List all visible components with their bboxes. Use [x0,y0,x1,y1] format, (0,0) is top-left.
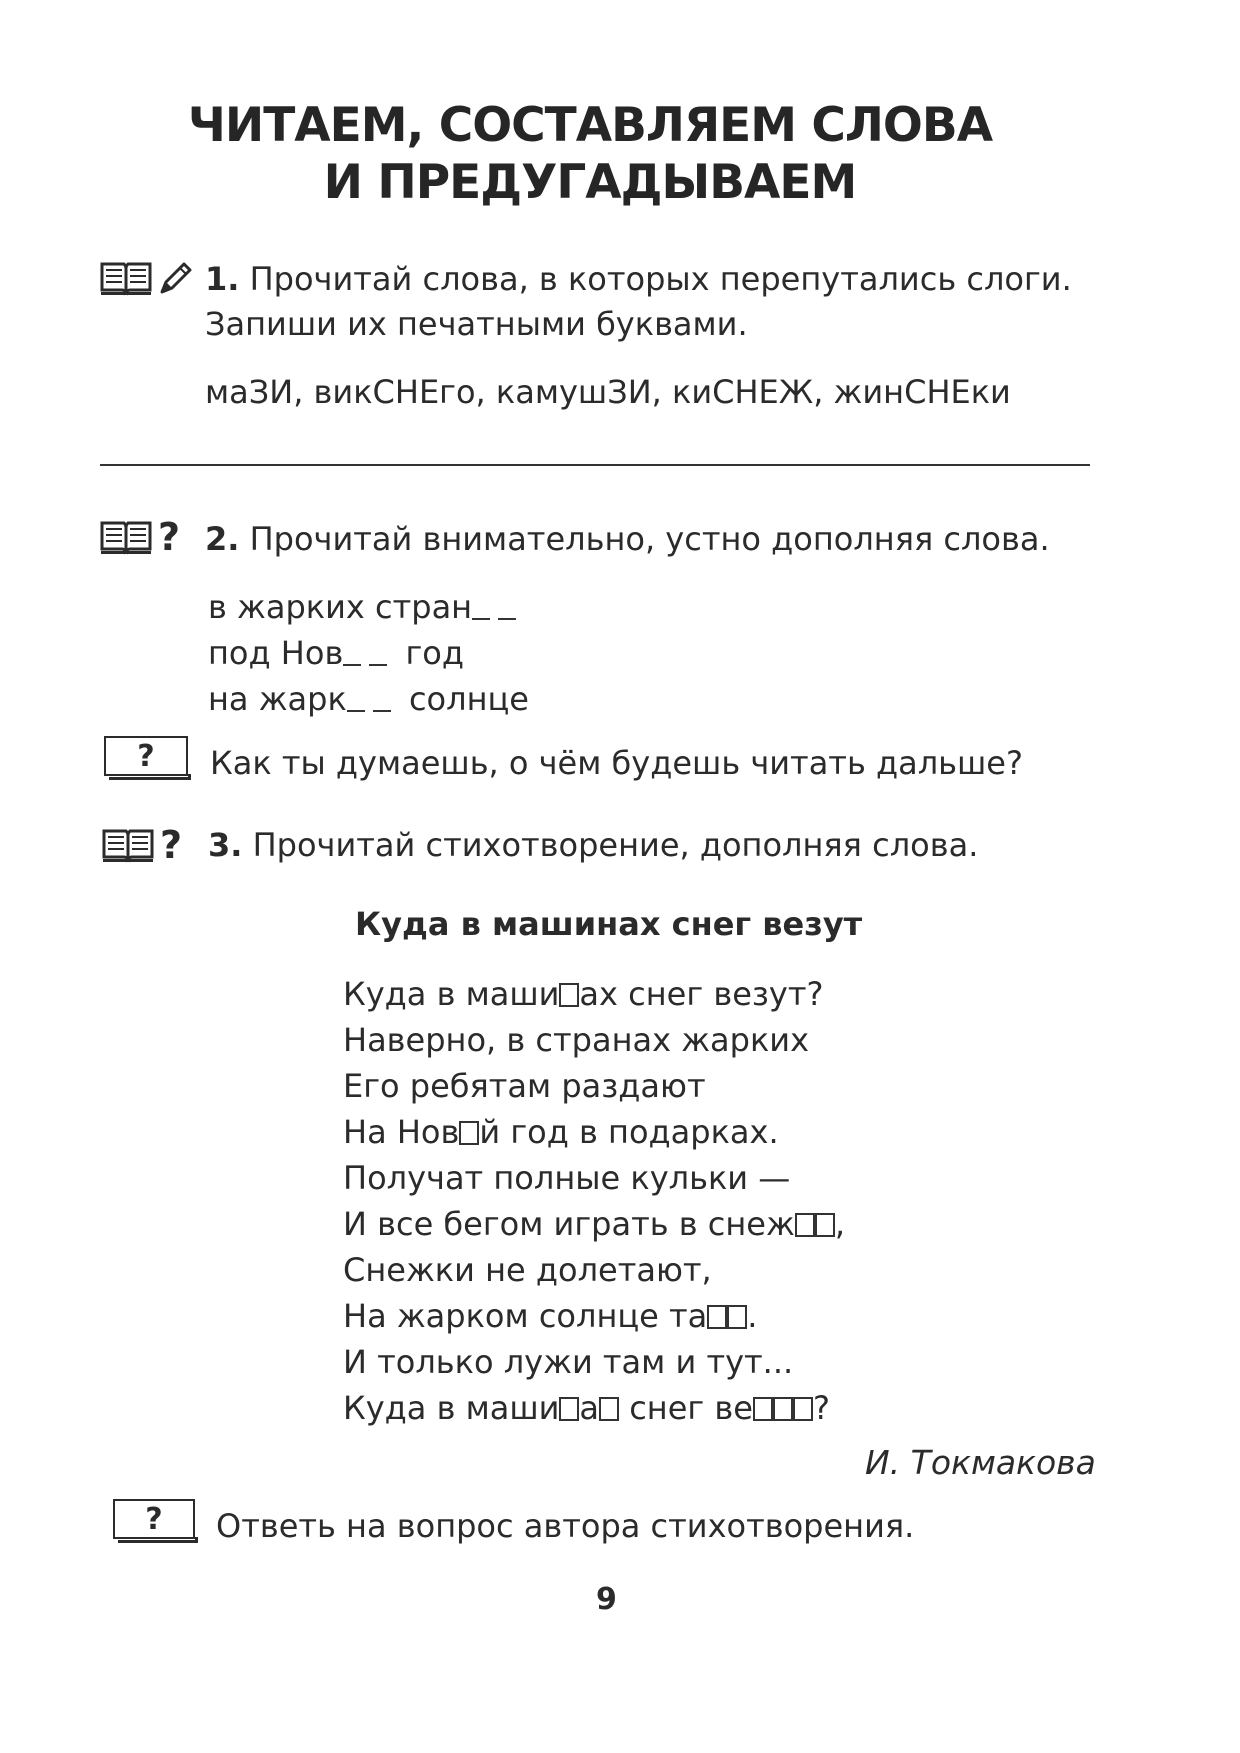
poem-line-6 [343,1205,845,1243]
page-title-line1: ЧИТАЕМ, СОСТАВЛЯЕМ СЛОВА [187,98,993,153]
task3-icons [102,823,183,867]
letter-slot[interactable] [559,983,579,1007]
poem-line-5: Получат полные кульки — [343,1159,791,1197]
poem-line-4 [343,1113,779,1151]
book-icon [100,260,152,296]
task1-text-line1: Прочитай слова, в которых перепутались слоги. [249,260,1072,298]
blank-slot[interactable] [472,594,490,620]
blank-slot[interactable] [343,640,361,666]
question-mark: ? [137,738,155,774]
task1-icons [100,260,192,296]
phrase-text: на жарк [208,680,347,718]
poem-text: . [747,1297,758,1335]
poem-line-1 [343,975,823,1013]
question-mark: ? [145,1501,163,1537]
poem-text: Куда в маши [343,975,560,1013]
poem-line-10 [343,1389,830,1427]
task3-instruction [208,826,978,864]
letter-slot[interactable] [773,1397,793,1421]
phrase-text: под Нов [208,634,344,672]
task2-number: 2. [205,520,240,558]
poem-text: ? [812,1389,830,1427]
task2-text: Прочитай внимательно, устно дополняя слова. [249,520,1050,558]
poem-text: И все бегом играть в снеж [343,1205,795,1243]
page-title-line2: И ПРЕДУГАДЫВАЕМ [323,155,857,210]
question-icon: ? [160,823,183,867]
letter-slot[interactable] [559,1397,579,1421]
poem-text: а [579,1389,600,1427]
task3-number: 3. [208,826,243,864]
poem-text: Куда в маши [343,1389,560,1427]
phrase-text: год [405,634,464,672]
poem-text: ах снег везут? [579,975,824,1013]
letter-slot[interactable] [793,1397,813,1421]
book-icon [102,827,154,863]
letter-slot[interactable] [815,1213,835,1237]
blank-slot[interactable] [373,686,391,712]
poem-line-8 [343,1297,757,1335]
phrase-text: солнце [408,680,529,718]
task1-instruction-line1 [205,260,1072,298]
pencil-icon [158,260,192,296]
poem-text: снег ве [619,1389,753,1427]
letter-slot[interactable] [459,1121,479,1145]
poem-line-7: Снежки не долетают, [343,1251,712,1289]
task3-text: Прочитай стихотворение, дополняя слова. [252,826,979,864]
letter-slot[interactable] [707,1305,727,1329]
letter-slot[interactable] [599,1397,619,1421]
answer-writing-line[interactable] [100,464,1090,466]
question-box-icon [104,736,188,776]
poem-text: , [834,1205,845,1243]
question-box-icon [113,1499,195,1539]
letter-slot[interactable] [753,1397,773,1421]
task1-scrambled-words: маЗИ, викСНЕго, камушЗИ, киСНЕЖ, жинСНЕки [205,373,1011,411]
poem-author: И. Токмакова [865,1443,1096,1482]
blank-slot[interactable] [369,640,387,666]
task1-text-line2: Запиши их печатными буквами. [205,305,748,343]
phrase-text: в жарких стран [208,588,473,626]
letter-slot[interactable] [795,1213,815,1237]
task2-icons [100,515,181,559]
answer-prompt: Ответь на вопрос автора стихотворения. [216,1507,915,1545]
poem-text: На Нов [343,1113,460,1151]
task2-phrase-3 [208,680,529,718]
poem-line-2: Наверно, в странах жарких [343,1021,810,1059]
blank-slot[interactable] [498,594,516,620]
prediction-question: Как ты думаешь, о чём будешь читать дальше? [210,744,1023,782]
page-number: 9 [596,1582,617,1617]
task1-number: 1. [205,260,240,298]
question-icon: ? [158,515,181,559]
letter-slot[interactable] [727,1305,747,1329]
blank-slot[interactable] [347,686,365,712]
poem-text: й год в подарках. [479,1113,779,1151]
task2-instruction [205,520,1050,558]
poem-line-9: И только лужи там и тут... [343,1343,794,1381]
book-icon [100,519,152,555]
poem-line-3: Его ребятам раздают [343,1067,706,1105]
poem-title: Куда в машинах снег везут [355,905,863,943]
task2-phrase-2 [208,634,464,672]
task2-phrase-1 [208,588,524,626]
poem-text: На жарком солнце та [343,1297,708,1335]
